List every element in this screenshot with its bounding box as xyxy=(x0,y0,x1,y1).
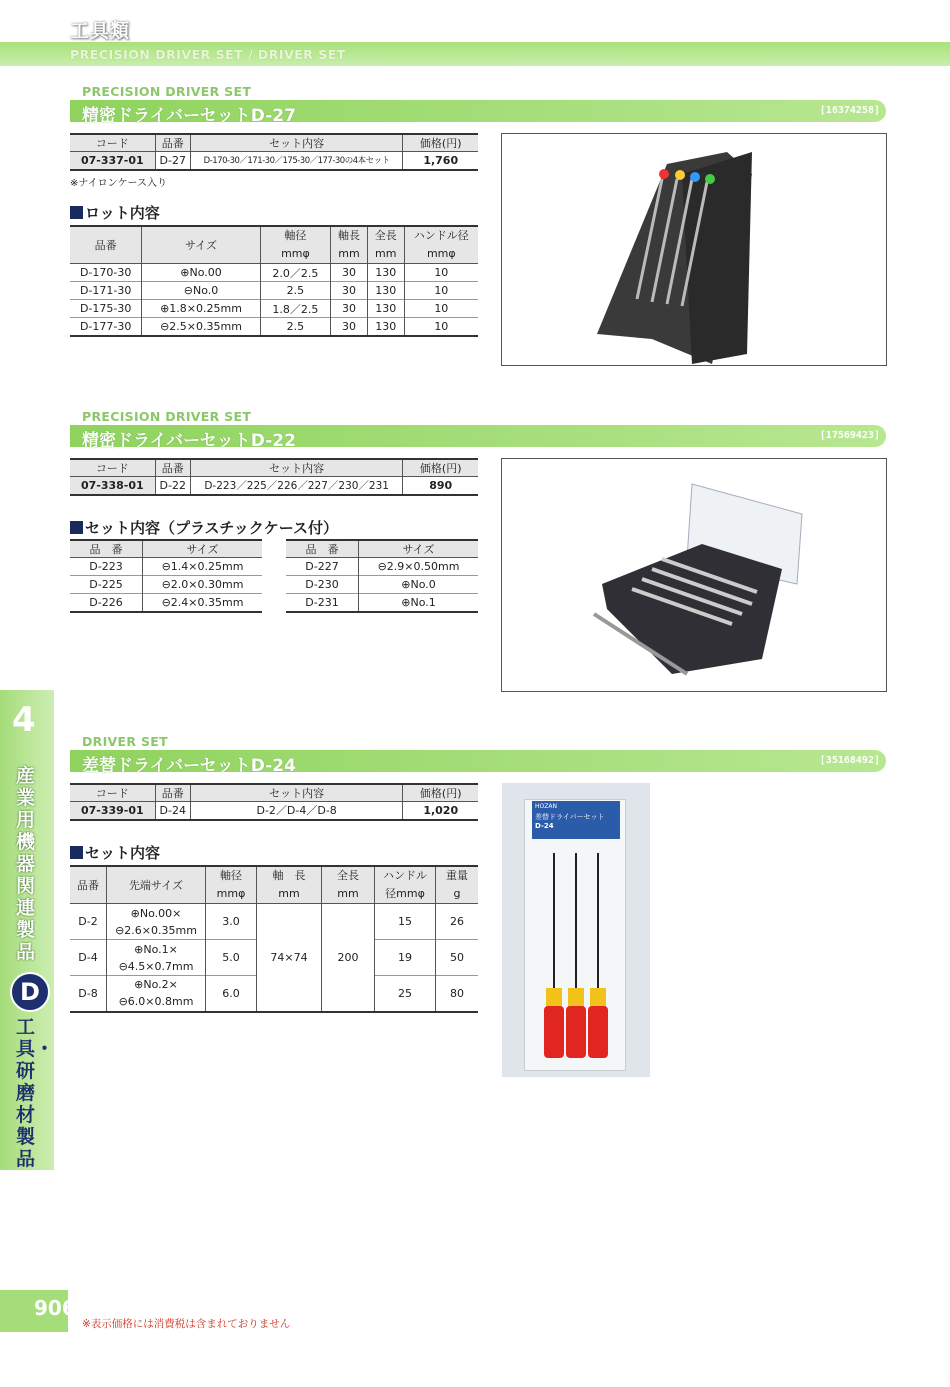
d22-content: D-223／225／226／227／230／231 xyxy=(190,477,403,495)
section-d27-title: 精密ドライバーセットD-27 xyxy=(82,106,296,126)
d24-screwdriver-image xyxy=(532,843,622,1063)
page-header-title: 工具類 xyxy=(70,20,131,42)
d27-sub-heading: ロット内容 xyxy=(70,202,160,223)
d27-driver-case-image xyxy=(502,134,886,365)
th-part: 品番 xyxy=(155,784,190,802)
table-row: D-2 ⊕No.00× ⊖2.6×0.35mm 3.0 74×74 200 15 26 xyxy=(70,904,478,940)
th-part: 品 番 xyxy=(70,540,143,558)
table-row: D-227 ⊖2.9×0.50mm xyxy=(286,558,478,576)
d24-main-table xyxy=(70,783,478,821)
d24-code: 07-339-01 xyxy=(70,802,155,820)
table-row: D-230 ⊕No.0 xyxy=(286,576,478,594)
subcategory-badge: D xyxy=(10,972,50,1012)
d24-price: 1,020 xyxy=(403,802,478,820)
th-shaft-dia: 軸径 mmφ xyxy=(260,226,330,264)
d27-code: 07-337-01 xyxy=(70,152,155,170)
table-row: D-8 ⊕No.2× ⊖6.0×0.8mm 6.0 25 80 xyxy=(70,976,478,1012)
d22-product-photo xyxy=(501,458,887,692)
section-d22-en: PRECISION DRIVER SET xyxy=(82,409,252,424)
table-row: D-225 ⊖2.0×0.30mm xyxy=(70,576,262,594)
d27-part: D-27 xyxy=(155,152,190,170)
d22-driver-case-image xyxy=(502,459,886,691)
d27-product-photo xyxy=(501,133,887,366)
tax-footnote: ※表示価格には消費税は含まれておりません xyxy=(82,1318,291,1330)
th-size: サイズ xyxy=(142,226,260,264)
d27-main-table xyxy=(70,133,478,171)
section-d27-en: PRECISION DRIVER SET xyxy=(82,84,252,99)
table-row: D-226 ⊖2.4×0.35mm xyxy=(70,594,262,612)
square-bullet-icon xyxy=(70,521,83,534)
d24-product-photo xyxy=(502,783,650,1077)
category-number: 4 xyxy=(12,700,36,740)
th-size: サイズ xyxy=(359,540,479,558)
table-row: D-4 ⊕No.1× ⊖4.5×0.7mm 5.0 19 50 xyxy=(70,940,478,976)
table-row: D-223 ⊖1.4×0.25mm xyxy=(70,558,262,576)
d27-content: D-170-30／171-30／175-30／177-30の4本セット xyxy=(190,152,403,170)
d22-set-table-left xyxy=(70,539,262,613)
package-label: 差替ドライバーセット xyxy=(535,813,605,821)
th-code: コード xyxy=(70,459,155,477)
th-handle-dia: ハンドル径 mmφ xyxy=(404,226,478,264)
d22-price: 890 xyxy=(403,477,478,495)
th-part: 品番 xyxy=(70,866,107,904)
th-content: セット内容 xyxy=(190,134,403,152)
table-row: D-170-30 ⊕No.00 2.0／2.5 30 130 10 xyxy=(70,264,478,282)
d24-sub-heading: セット内容 xyxy=(70,842,160,863)
package-model: D-24 xyxy=(535,822,554,830)
table-row: D-177-30 ⊖2.5×0.35mm 2.5 30 130 10 xyxy=(70,318,478,336)
hozan-logo: HOZAN xyxy=(535,803,557,810)
th-shaft-len: 軸長 mm xyxy=(331,226,368,264)
d22-sub-heading: セット内容（プラスチックケース付） xyxy=(70,517,338,538)
table-row: D-231 ⊕No.1 xyxy=(286,594,478,612)
th-price: 価格(円) xyxy=(403,459,478,477)
section-d27-code: [16374258] xyxy=(819,105,880,116)
section-d22-code: [17569423] xyxy=(819,430,880,441)
th-price: 価格(円) xyxy=(403,784,478,802)
page-header-subtitle: PRECISION DRIVER SET / DRIVER SET xyxy=(70,47,346,62)
th-tip-size: 先端サイズ xyxy=(107,866,206,904)
th-part: 品 番 xyxy=(286,540,359,558)
th-size: サイズ xyxy=(143,540,263,558)
section-d24-title: 差替ドライバーセットD-24 xyxy=(82,756,296,776)
d24-part: D-24 xyxy=(155,802,190,820)
d24-total-length: 200 xyxy=(322,904,375,1012)
d27-lot-table xyxy=(70,225,478,337)
category-label: 産業用機器関連製品 xyxy=(16,765,36,963)
section-d22-title: 精密ドライバーセットD-22 xyxy=(82,431,296,451)
th-part: 品番 xyxy=(70,226,142,264)
d24-content: D-2／D-4／D-8 xyxy=(190,802,403,820)
d27-price: 1,760 xyxy=(403,152,478,170)
th-weight: 重量 g xyxy=(436,866,479,904)
d22-code: 07-338-01 xyxy=(70,477,155,495)
th-handle-dia: ハンドル 径mmφ xyxy=(375,866,436,904)
th-part: 品番 xyxy=(155,134,190,152)
square-bullet-icon xyxy=(70,846,83,859)
th-part: 品番 xyxy=(155,459,190,477)
d24-set-table xyxy=(70,865,478,1013)
th-shaft-len: 軸 長 mm xyxy=(257,866,322,904)
subcategory-label: 工具・研磨材製品 xyxy=(16,1016,55,1170)
section-d24-en: DRIVER SET xyxy=(82,734,168,749)
th-price: 価格(円) xyxy=(403,134,478,152)
d27-note: ※ナイロンケース入り xyxy=(70,178,167,189)
table-row: D-175-30 ⊕1.8×0.25mm 1.8／2.5 30 130 10 xyxy=(70,300,478,318)
page-number: 906 xyxy=(34,1296,76,1320)
d22-main-table xyxy=(70,458,478,496)
th-code: コード xyxy=(70,784,155,802)
th-total-len: 全長 mm xyxy=(322,866,375,904)
th-code: コード xyxy=(70,134,155,152)
table-row: D-171-30 ⊖No.0 2.5 30 130 10 xyxy=(70,282,478,300)
th-shaft-dia: 軸径 mmφ xyxy=(206,866,257,904)
d24-shaft-length: 74×74 xyxy=(257,904,322,1012)
th-total-len: 全長 mm xyxy=(367,226,404,264)
square-bullet-icon xyxy=(70,206,83,219)
d22-set-table-right xyxy=(286,539,478,613)
section-d24-code: [35168492] xyxy=(819,755,880,766)
th-content: セット内容 xyxy=(190,784,403,802)
d24-package-header xyxy=(532,801,620,839)
d22-part: D-22 xyxy=(155,477,190,495)
th-content: セット内容 xyxy=(190,459,403,477)
